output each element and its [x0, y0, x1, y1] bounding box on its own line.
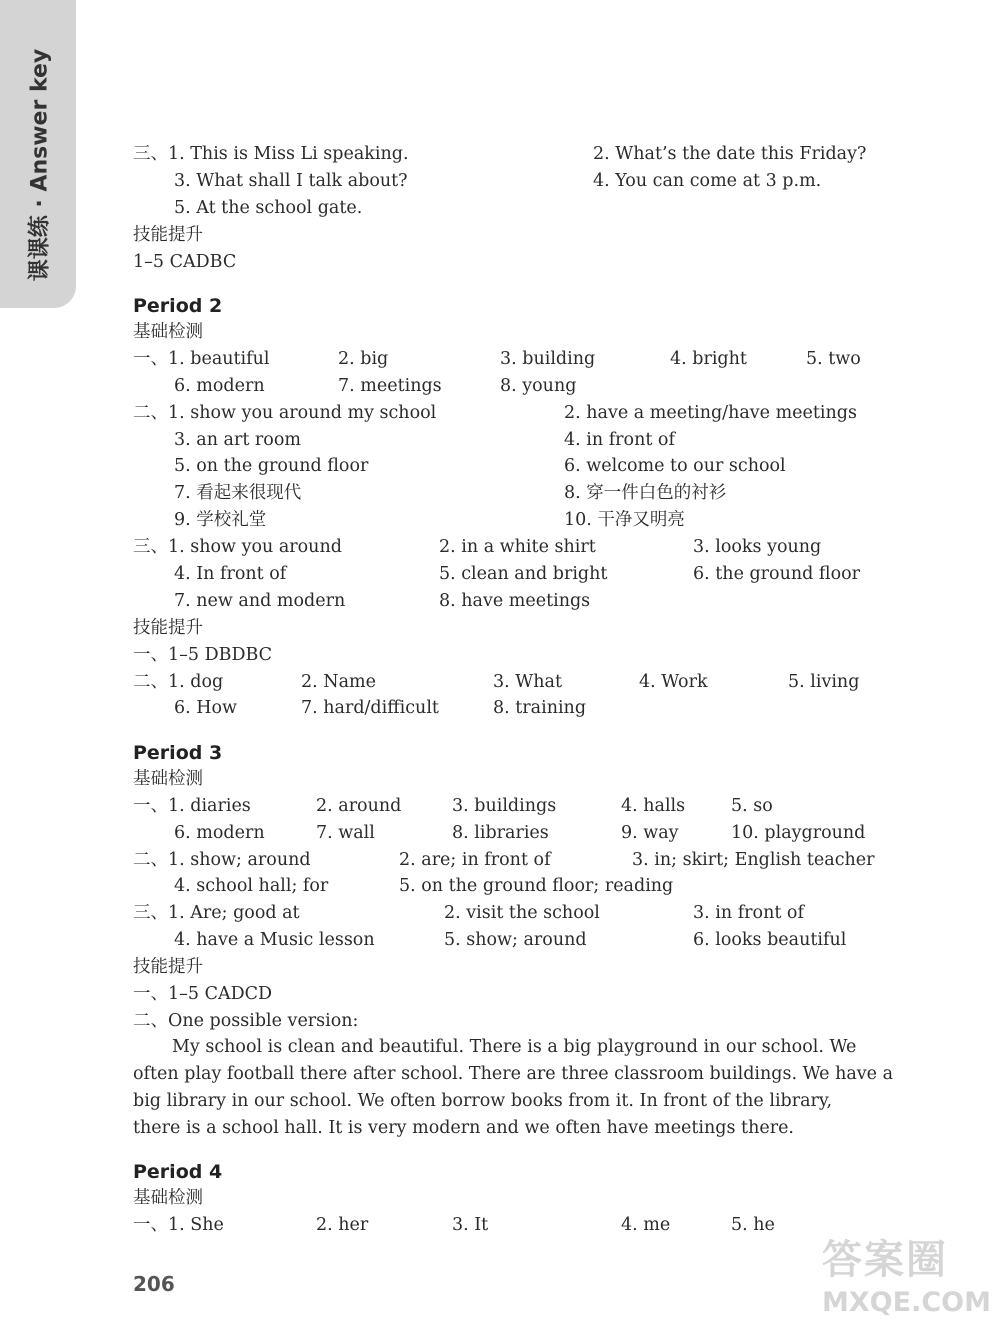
answer-line: 基础检测	[133, 769, 203, 789]
answer-line: 2. big	[338, 349, 389, 369]
answer-line: 10. 干净又明亮	[564, 510, 685, 530]
answer-line: 7. new and modern	[174, 591, 346, 611]
answer-line: 技能提升	[133, 957, 203, 977]
answer-line: 8. 穿一件白色的衬衫	[564, 483, 727, 503]
watermark-logo	[822, 1228, 997, 1318]
answer-line: 二、1. show you around my school	[133, 403, 437, 423]
answer-line: 6. the ground floor	[693, 564, 861, 584]
answer-line: big library in our school. We often borrow books from it. In front of the library,	[133, 1091, 833, 1111]
answer-line: 8. have meetings	[439, 591, 591, 611]
section-heading: Period 3	[133, 742, 223, 764]
answer-line: 7. meetings	[338, 376, 442, 396]
answer-line: 2. What’s the date this Friday?	[593, 144, 867, 164]
side-tab-label: 课课练 · Answer key	[27, 48, 53, 282]
answer-line: 二、1. dog	[133, 672, 224, 692]
answer-line: there is a school hall. It is very modern and we often have meetings there.	[133, 1118, 794, 1138]
answer-line: 4. in front of	[564, 430, 675, 450]
answer-line: 4. bright	[670, 349, 747, 369]
answer-line: 7. wall	[316, 823, 375, 843]
answer-line: 一、1–5 DBDBC	[133, 645, 273, 665]
answer-line: 4. school hall; for	[174, 876, 329, 896]
answer-line: 4. You can come at 3 p.m.	[593, 171, 822, 191]
answer-line: 基础检测	[133, 1188, 203, 1208]
answer-line: 一、1. diaries	[133, 796, 251, 816]
answer-line: 6. How	[174, 698, 238, 718]
answer-line: 3. What shall I talk about?	[174, 171, 408, 191]
answer-line: 3. in front of	[693, 903, 804, 923]
answer-line: 3. What	[493, 672, 562, 692]
answer-line: 6. welcome to our school	[564, 456, 786, 476]
watermark-bottom-text: MXQE.COM	[822, 1287, 991, 1318]
answer-line: 8. training	[493, 698, 587, 718]
answer-line: 3. building	[500, 349, 596, 369]
section-heading: Period 4	[133, 1161, 223, 1183]
answer-line: 7. 看起来很现代	[174, 483, 302, 503]
answer-line: 6. modern	[174, 823, 265, 843]
answer-line: 4. have a Music lesson	[174, 930, 375, 950]
answer-line: 3. It	[452, 1215, 489, 1235]
answer-line: 2. have a meeting/have meetings	[564, 403, 857, 423]
answer-line: 技能提升	[133, 225, 203, 245]
answer-line: 5. on the ground floor; reading	[399, 876, 674, 896]
answer-line: 2. are; in front of	[399, 850, 551, 870]
answer-key-side-tab	[0, 0, 76, 308]
answer-line: 9. way	[621, 823, 679, 843]
answer-line: 6. looks beautiful	[693, 930, 847, 950]
answer-line: 4. me	[621, 1215, 671, 1235]
answer-line: 1–5 CADBC	[133, 252, 237, 272]
answer-line: 2. in a white shirt	[439, 537, 596, 557]
answer-line: 基础检测	[133, 322, 203, 342]
answer-line: 一、1–5 CADCD	[133, 984, 273, 1004]
section-heading: Period 2	[133, 295, 223, 317]
page-number: 206	[133, 1272, 175, 1296]
answer-line: 5. so	[731, 796, 773, 816]
answer-line: 2. Name	[301, 672, 376, 692]
answer-line: 三、1. show you around	[133, 537, 342, 557]
answer-line: 4. Work	[639, 672, 708, 692]
answer-line: 3. in; skirt; English teacher	[632, 850, 875, 870]
answer-line: 5. he	[731, 1215, 775, 1235]
answer-line: 5. At the school gate.	[174, 198, 363, 218]
answer-line: 三、1. This is Miss Li speaking.	[133, 144, 409, 164]
answer-line: often play football there after school. There are three classroom buildings. We have a	[133, 1064, 894, 1084]
answer-line: 7. hard/difficult	[301, 698, 439, 718]
watermark-top-text: 答案圈	[822, 1237, 948, 1283]
answer-line: 8. libraries	[452, 823, 549, 843]
answer-line: 三、1. Are; good at	[133, 903, 300, 923]
answer-line: 4. halls	[621, 796, 686, 816]
answer-line: 二、One possible version:	[133, 1011, 359, 1031]
answer-line: 技能提升	[133, 618, 203, 638]
answer-line: My school is clean and beautiful. There is a big playground in our school. We	[172, 1037, 857, 1057]
answer-line: 6. modern	[174, 376, 265, 396]
answer-line: 8. young	[500, 376, 577, 396]
answer-line: 5. show; around	[444, 930, 587, 950]
answer-line: 9. 学校礼堂	[174, 510, 267, 530]
answer-line: 2. visit the school	[444, 903, 600, 923]
answer-line: 一、1. She	[133, 1215, 224, 1235]
answer-line: 5. living	[788, 672, 860, 692]
answer-line: 5. two	[806, 349, 861, 369]
answer-line: 5. clean and bright	[439, 564, 608, 584]
answer-line: 2. around	[316, 796, 402, 816]
answer-line: 3. looks young	[693, 537, 822, 557]
answer-line: 4. In front of	[174, 564, 287, 584]
answer-line: 二、1. show; around	[133, 850, 311, 870]
answer-line: 5. on the ground floor	[174, 456, 369, 476]
answer-line: 10. playground	[731, 823, 866, 843]
answer-line: 3. an art room	[174, 430, 301, 450]
answer-line: 一、1. beautiful	[133, 349, 270, 369]
answer-line: 3. buildings	[452, 796, 557, 816]
answer-line: 2. her	[316, 1215, 369, 1235]
